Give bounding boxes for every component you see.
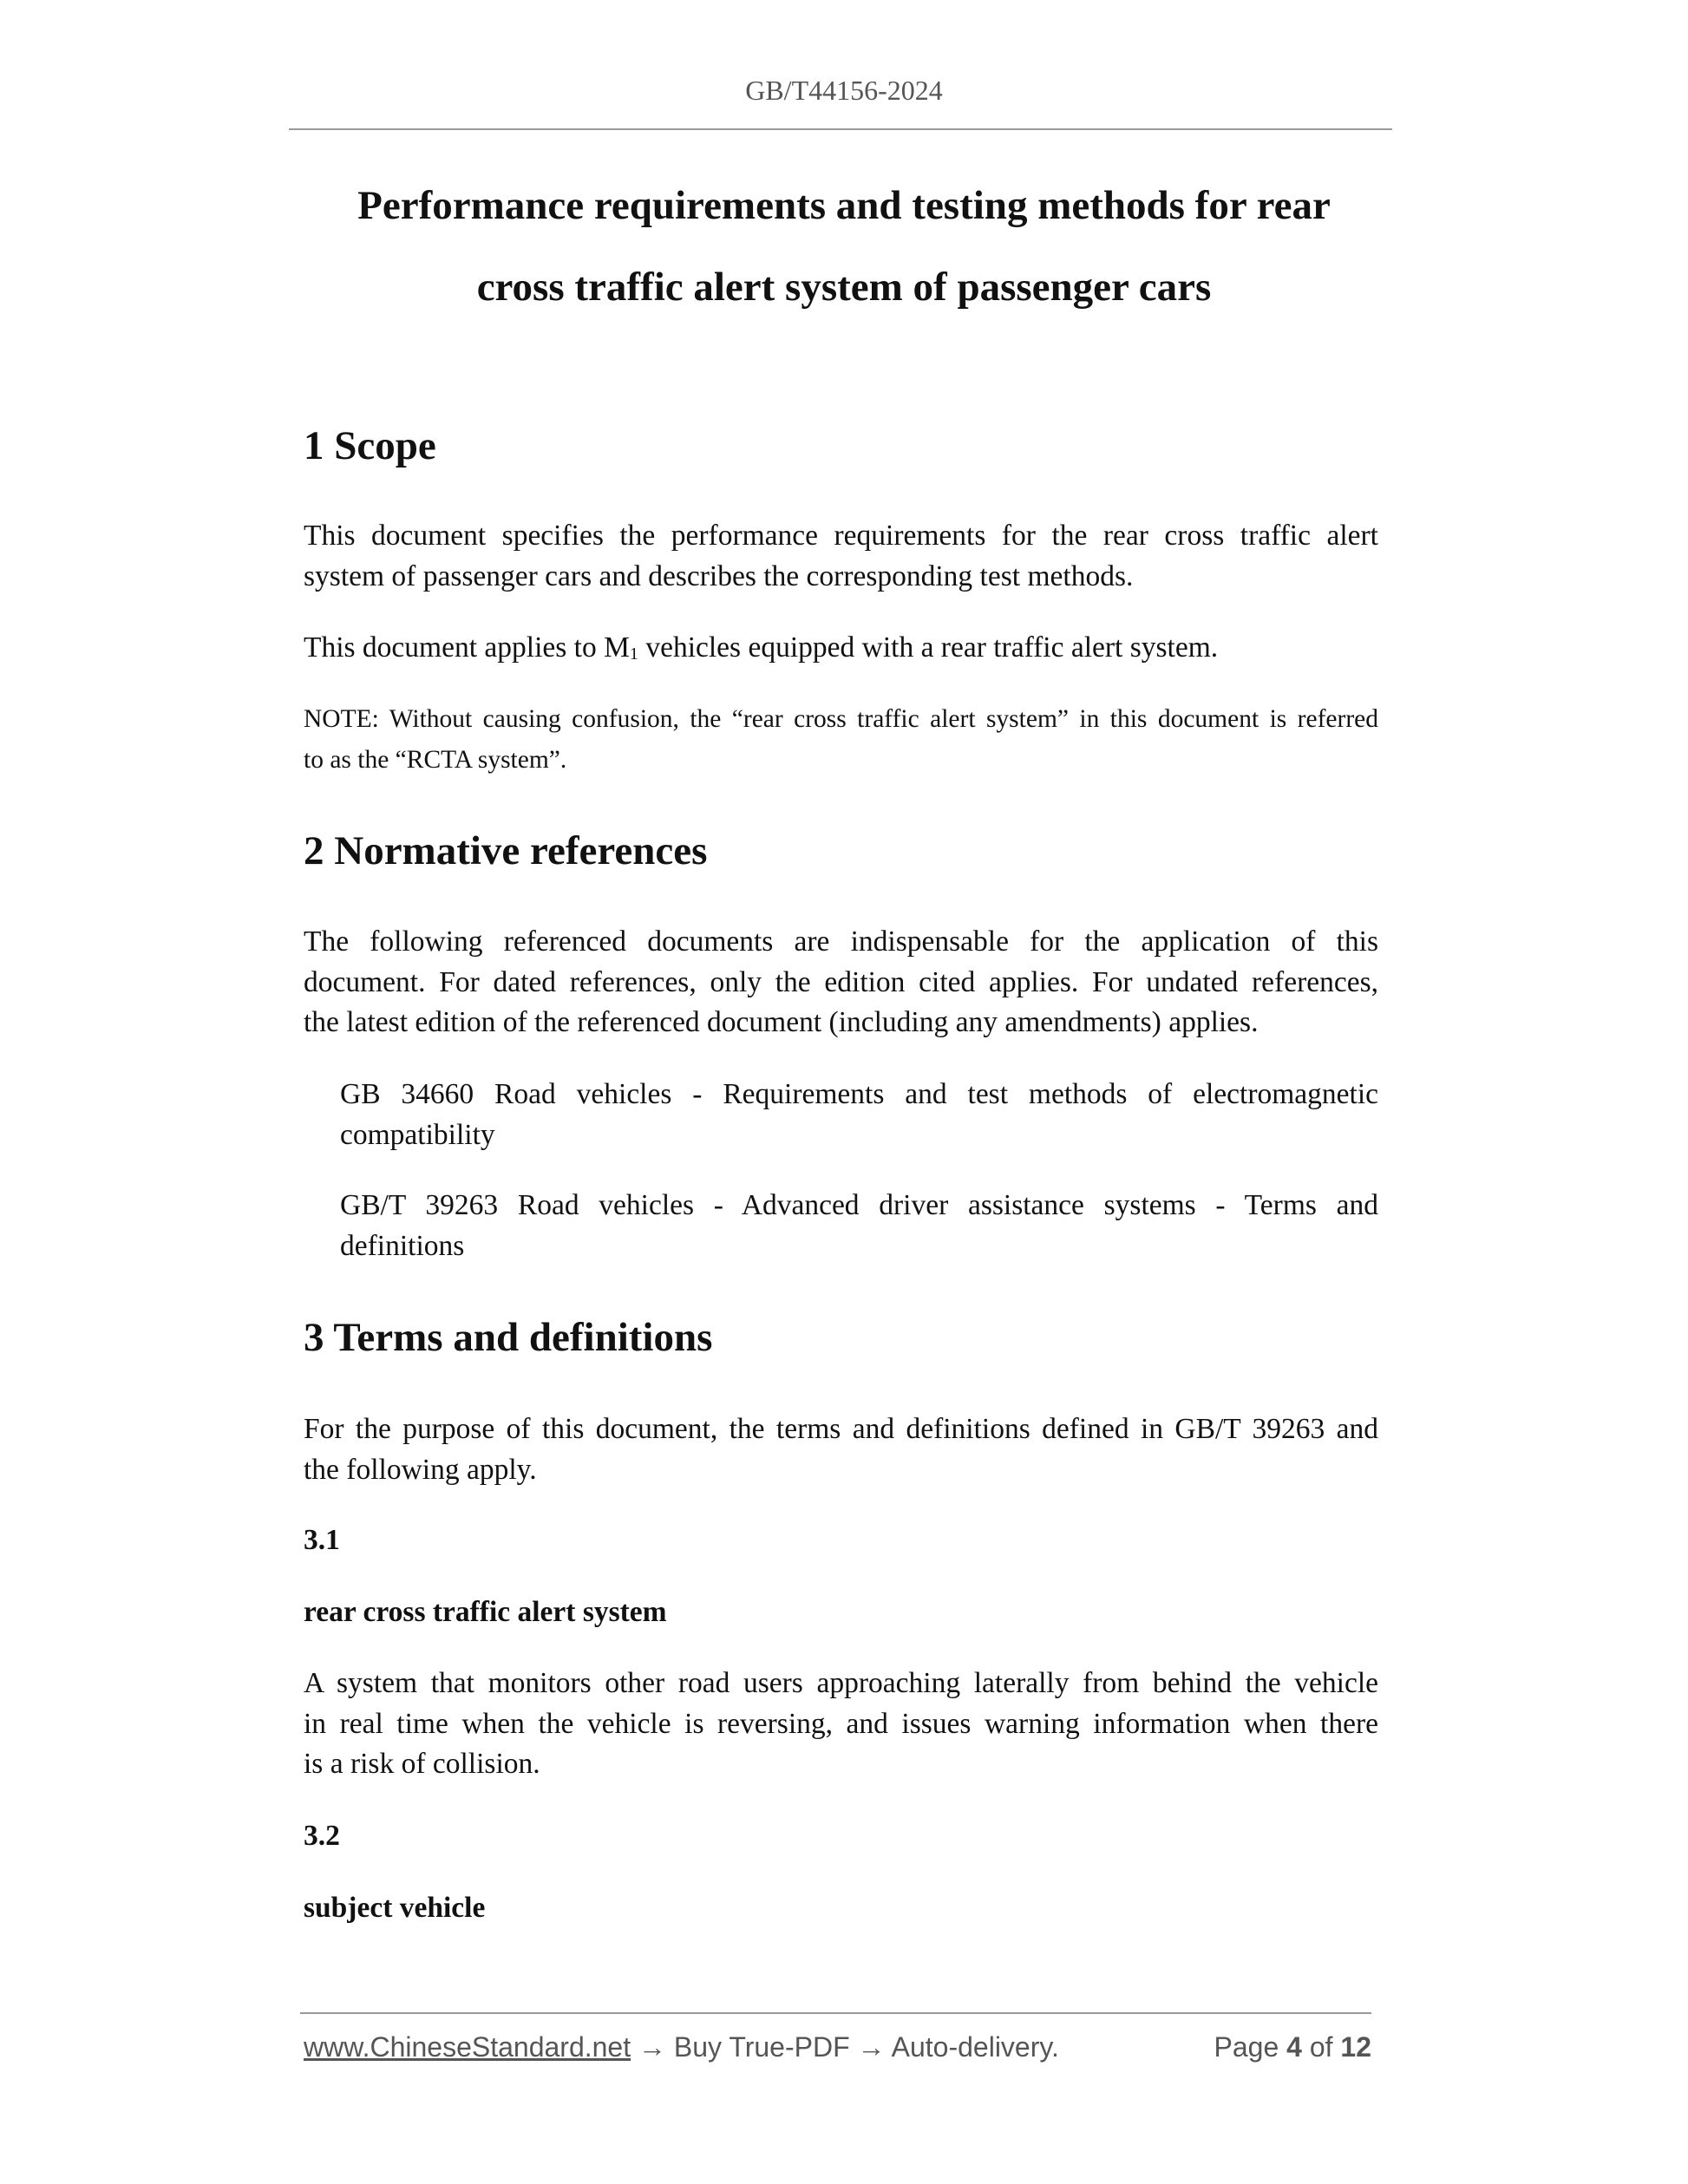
term-name: rear cross traffic alert system <box>304 1596 667 1628</box>
document-title-line-1: Performance requirements and testing methods for rear <box>357 183 1331 228</box>
scope-note <box>304 699 1378 780</box>
subscript: 1 <box>629 644 638 664</box>
text-line: NOTE: Without causing confusion, the “rear cross traffic alert system” in this document is referred <box>304 705 1378 733</box>
term-number: 3.1 <box>304 1524 340 1556</box>
text-line: The following referenced documents are indispensable for the application of this <box>304 925 1378 958</box>
document-title-line-2: cross traffic alert system of passenger cars <box>476 265 1212 310</box>
reference-item <box>340 1075 1378 1155</box>
footer-divider <box>300 2012 1371 2014</box>
scope-paragraph-2 <box>304 628 1378 672</box>
delivery-text: Auto-delivery. <box>891 2031 1059 2063</box>
of-label: of <box>1309 2031 1333 2063</box>
text-line: GB/T 39263 Road vehicles - Advanced driver assistance systems - Terms and <box>340 1189 1378 1221</box>
text-line: to as the “RCTA system”. <box>304 745 567 774</box>
term-name: subject vehicle <box>304 1892 486 1924</box>
term-definition <box>304 1664 1378 1785</box>
text-line: system of passenger cars and describes the corresponding test methods. <box>304 559 1134 592</box>
text-line: A system that monitors other road users approaching laterally from behind the vehicle <box>304 1667 1378 1699</box>
term-number: 3.2 <box>304 1820 340 1852</box>
reference-item <box>340 1186 1378 1266</box>
scope-paragraph-1 <box>304 516 1378 597</box>
site-link[interactable]: www.ChineseStandard.net <box>304 2031 631 2063</box>
text-line: the latest edition of the referenced document (including any amendments) applies. <box>304 1006 1259 1038</box>
page-total: 12 <box>1340 2031 1371 2063</box>
text-fragment: vehicles equipped with a rear traffic alert system. <box>638 631 1219 664</box>
section-heading-normative-references: 2 Normative references <box>304 828 708 873</box>
page-number: 4 <box>1286 2031 1302 2063</box>
text-line: For the purpose of this document, the terms and definitions defined in GB/T 39263 and <box>304 1413 1378 1445</box>
section-heading-scope: 1 Scope <box>304 423 436 468</box>
page-label: Page <box>1214 2031 1279 2063</box>
text-line: in real time when the vehicle is reversing, and issues warning information when there <box>304 1707 1378 1740</box>
text-line: document. For dated references, only the edition cited applies. For undated references, <box>304 965 1378 998</box>
arrow-icon: → <box>857 2031 886 2063</box>
text-line: GB 34660 Road vehicles - Requirements and test methods of electromagnetic <box>340 1078 1378 1110</box>
page-footer <box>304 2031 1371 2063</box>
arrow-icon: → <box>638 2031 666 2063</box>
header-divider <box>289 128 1392 130</box>
page-indicator <box>1214 2031 1371 2063</box>
section-heading-terms-definitions: 3 Terms and definitions <box>304 1315 713 1360</box>
text-line: the following apply. <box>304 1453 537 1486</box>
text-line: definitions <box>340 1229 465 1262</box>
text-line: This document specifies the performance requirements for the rear cross traffic alert <box>304 520 1378 552</box>
running-header: GB/T44156-2024 <box>745 75 943 106</box>
references-intro-paragraph <box>304 922 1378 1043</box>
text-fragment: This document applies to M <box>304 631 630 664</box>
text-line: is a risk of collision. <box>304 1748 540 1780</box>
text-line: compatibility <box>340 1118 495 1151</box>
terms-intro-paragraph <box>304 1409 1378 1490</box>
buy-text: Buy True-PDF <box>673 2031 850 2063</box>
